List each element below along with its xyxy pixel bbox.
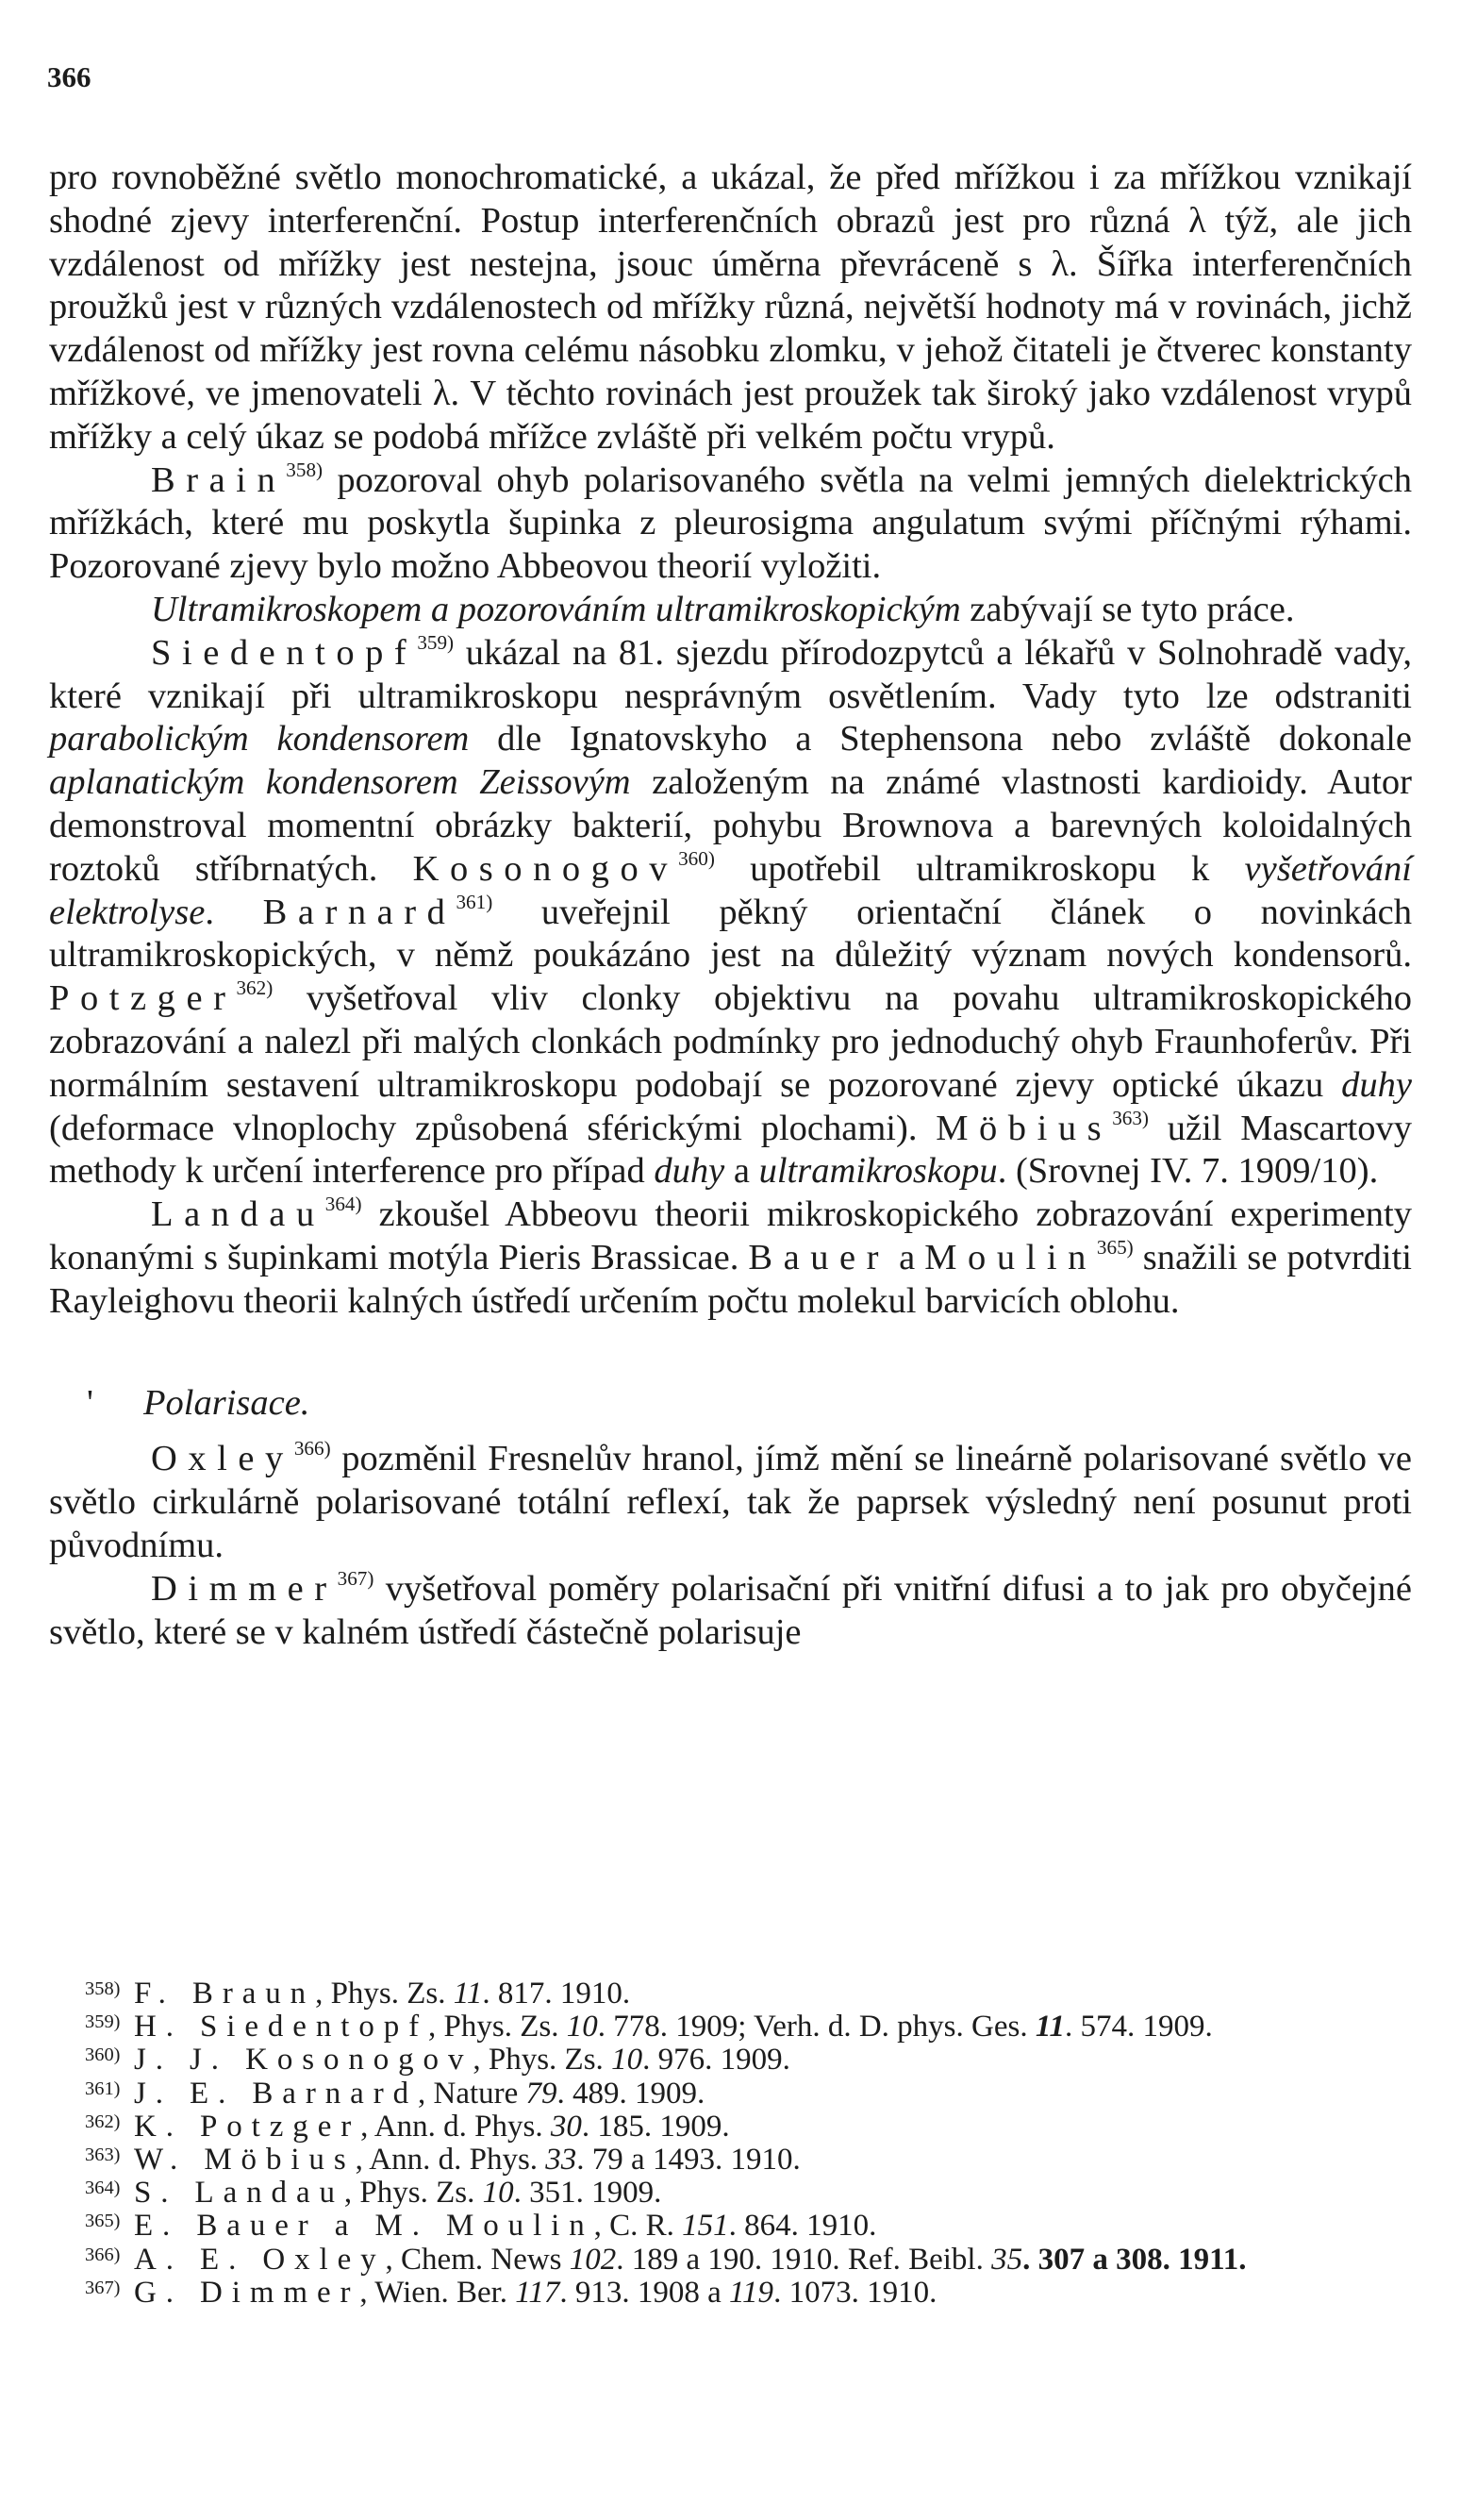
paragraph-text: . [205, 892, 263, 932]
footnote [49, 2044, 1412, 2077]
footnote [49, 2210, 1412, 2243]
footnote-text: . 817. 1910. [482, 1977, 631, 2011]
paragraph-text: užil Mascartovy methody k určení interference pro případ [49, 1108, 1412, 1192]
paragraph-landau [49, 1193, 1412, 1323]
footnote-text: , Wien. Ber. [359, 2275, 516, 2310]
paragraph-text: (deformace vlnoplochy způsobená sférickými plochami). [49, 1108, 937, 1148]
footnote-text: , Phys. Zs. [428, 2010, 567, 2044]
heading-mark: ' [87, 1382, 93, 1423]
footnote-text: , C. R. [593, 2209, 683, 2244]
author-name: Oxley [151, 1439, 294, 1479]
footnote-number: 362) [85, 2111, 121, 2132]
footnote-text: . 976. 1909. [642, 2043, 790, 2078]
footnote-text: , Phys. Zs. [473, 2043, 612, 2078]
footnote-volume: 10 [482, 2176, 514, 2211]
footnote-text: , Phys. Zs. [343, 2176, 483, 2211]
footnote-text: , Chem. News [385, 2242, 570, 2277]
paragraph-1: pro rovnoběžné světlo monochromatické, a ukázal, že před mřížkou i za mřížkou vznikají shodné zjevy interferenční. Postup interferenčních obrazů jest pro různá λ týž, ale jich vzdálenost od mřížky jest nestejna, jsouc úměrna převráceně s λ. Šířka interferenčních proužků jest v různých vzdálenostech od mřížky různá, největší hodnoty má v rovinách, jichž vzdálenost od mřížky jest rovna celému násobku zlomku, v jehož čitateli je čtverec konstanty mřížkové, ve jmenovateli λ. V těchto rovinách jest proužek tak široký jako vzdálenost vrypů mřížky a celý úkaz se podobá mřížce zvláště při velkém počtu vrypů. [49, 158, 1412, 457]
footnote-text: . 79 a 1493. 1910. [576, 2143, 801, 2178]
author-name: Moulin [924, 1237, 1097, 1277]
author-name: Bauer [748, 1237, 890, 1277]
author-name: Potzger [49, 978, 237, 1019]
footnote-volume: 151 [682, 2209, 729, 2244]
footnote-number: 364) [85, 2178, 121, 2199]
italic-phrase: duhy [654, 1151, 725, 1192]
footnote-text: . 185. 1909. [581, 2109, 730, 2144]
footnote-text: . 778. 1909; Verh. d. D. phys. Ges. [597, 2010, 1036, 2044]
section-heading [49, 1382, 1412, 1426]
footnote-volume: 10 [566, 2010, 598, 2044]
footnote-number: 365) [85, 2211, 121, 2232]
paragraph-text: vyšetřoval poměry polarisační při vnitřní difusi a to jak pro obyčejné světlo, které se v kalném ústředí částečně polarisuje [49, 1568, 1412, 1652]
paragraph-brain [49, 459, 1412, 589]
footnote-number: 358) [85, 1978, 121, 1999]
author-name: Kosonogov [412, 848, 679, 889]
footnote [49, 2011, 1412, 2044]
footnote-number: 366) [85, 2244, 121, 2265]
footnote-author: J. J. Kosonogov [134, 2043, 473, 2078]
italic-phrase: duhy [1341, 1064, 1412, 1105]
paragraph-text: založeným na známé vlastnosti kardioidy. Autor demonstroval momentní obrázky bakterií, pohybu Brownova a barevných koloidalných roztoků stříbrnatých. [49, 762, 1413, 889]
footnote-number: 361) [85, 2078, 121, 2099]
footnote-author: H. Siedentopf [134, 2010, 429, 2044]
page-number: 366 [47, 60, 91, 93]
footnote-volume: 30 [550, 2109, 582, 2144]
footnote-number: 359) [85, 2011, 121, 2032]
italic-phrase: parabolickým kondensorem [49, 719, 470, 759]
footnote-text: , Nature [417, 2076, 526, 2111]
footnote-ref: 367) [337, 1566, 374, 1590]
paragraph-text: uveřejnil pěkný orientační článek o novinkách ultramikroskopických, v němž poukázáno jest na důležitý význam nových kondensorů. [49, 892, 1412, 976]
footnote-ref: 366) [293, 1437, 331, 1460]
footnote-author: A. E. Oxley [134, 2242, 386, 2277]
footnotes [49, 1978, 1412, 2310]
footnote [49, 2144, 1412, 2177]
paragraph-text: a [724, 1151, 759, 1192]
paragraph-oxley [49, 1438, 1412, 1567]
footnote-ref: 361) [456, 890, 493, 913]
footnote-text: . 307 a 308. 1911. [1022, 2242, 1247, 2277]
footnote-text: . 351. 1909. [513, 2176, 662, 2211]
italic-phrase: aplanatickým kondensorem Zeissovým [49, 762, 631, 803]
footnote-volume: 33 [545, 2143, 577, 2178]
paragraph-text: vyšetřoval vliv clonky objektivu na povahu ultramikroskopického zobrazování a nalezl při malých clonkách podmínky pro jednoduchý ohyb Fraunhoferův. Při normálním sestavení ultramikroskopu podobají se pozorované zjevy optické úkazu [49, 978, 1412, 1105]
paragraph-ultramicroscope-intro [49, 589, 1412, 632]
author-name: Brain [151, 459, 287, 500]
paragraph-text: snažili se potvrditi Rayleighovu theorii kalných ústředí určením počtu molekul barvicích oblohu. [49, 1237, 1412, 1321]
footnote-author: K. Potzger [134, 2109, 361, 2144]
footnote-volume: 79 [525, 2076, 557, 2111]
footnote-text: . 574. 1909. [1065, 2010, 1213, 2044]
paragraph-text: a [889, 1237, 925, 1277]
footnote-author: F. Braun [134, 1977, 316, 2011]
paragraph-text: pozměnil Fresnelův hranol, jímž mění se lineárně polarisované světlo ve světlo cirkulárně polarisované totální reflexí, tak že paprsek výsledný není posunut proti původnímu. [49, 1439, 1412, 1565]
italic-phrase: vyšetřování elektrolyse [49, 848, 1413, 932]
author-name: Dimmer [151, 1568, 338, 1609]
footnote-text: . 1073. 1910. [773, 2275, 937, 2310]
footnote-volume: 119 [729, 2275, 774, 2310]
paragraph-text: ukázal na 81. sjezdu přírodozpytců a lékařů v Solnohradě vady, které vznikají při ultramikroskopu nesprávným osvětlením. Vady tyto lze odstraniti [49, 632, 1412, 716]
footnote [49, 2078, 1412, 2111]
footnote [49, 2177, 1412, 2210]
footnote-volume: 11 [453, 1977, 483, 2011]
footnote-ref: 362) [236, 976, 274, 1000]
main-text [49, 157, 1412, 1654]
footnote-volume: 117 [515, 2275, 560, 2310]
footnote-text: , Ann. d. Phys. [360, 2109, 551, 2144]
footnote-author: S. Landau [134, 2176, 344, 2211]
footnote [49, 1978, 1412, 2011]
footnote-ref: 365) [1096, 1236, 1134, 1260]
footnote [49, 2244, 1412, 2277]
author-name: Möbius [936, 1108, 1113, 1148]
footnote-text: . 189 a 190. 1910. Ref. Beibl. [616, 2242, 992, 2277]
paragraph-text: zkoušel Abbeovu theorii mikroskopického zobrazování experimenty konanými s šupinkami motýla Pieris Brassicae. [49, 1194, 1412, 1277]
footnote-volume: 11 [1035, 2010, 1066, 2044]
footnote-author: E. Bauer a M. Moulin [134, 2209, 594, 2244]
footnote-number: 360) [85, 2044, 121, 2066]
author-name: Landau [151, 1194, 325, 1235]
footnote [49, 2277, 1412, 2310]
footnote-ref: 363) [1112, 1106, 1149, 1129]
footnote-ref: 360) [678, 846, 715, 870]
paragraph-text: pozoroval ohyb polarisovaného světla na velmi jemných dielektrických mřížkách, které mu poskytla šupinka z pleurosigma angulatum svými příčnými rýhami. Pozorované zjevy bylo možno Abbeovou theorií vyložiti. [49, 459, 1412, 587]
footnote-author: G. Dimmer [134, 2275, 360, 2310]
footnote-volume: 102 [569, 2242, 617, 2277]
footnote-text: . 864. 1910. [728, 2209, 877, 2244]
footnote-text: , Ann. d. Phys. [355, 2143, 546, 2178]
footnote-number: 367) [85, 2277, 121, 2298]
heading-title: Polarisace. [143, 1382, 310, 1423]
paragraph-dimmer [49, 1568, 1412, 1655]
paragraph-text: dle Ignatovskyho a Stephensona nebo zvláště dokonale [469, 719, 1412, 759]
paragraph-text: . (Srovnej IV. 7. 1909/10). [997, 1151, 1379, 1192]
paragraph-siedentopf [49, 632, 1412, 1193]
footnote-ref: 358) [286, 458, 324, 481]
footnote-text: . 489. 1909. [556, 2076, 705, 2111]
footnote-number: 363) [85, 2144, 121, 2165]
footnote-ref: 359) [417, 630, 455, 654]
footnote-text: . 913. 1908 a [559, 2275, 729, 2310]
italic-phrase: Ultramikroskopem a pozorováním ultramikroskopickým [151, 589, 961, 629]
footnote-author: J. E. Barnard [134, 2076, 418, 2111]
author-name: Siedentopf [151, 632, 418, 673]
footnote-volume: 35 [991, 2242, 1023, 2277]
paragraph-text: zabývají se tyto práce. [960, 589, 1295, 629]
paragraph-text: upotřebil ultramikroskopu k [714, 848, 1245, 889]
footnote-ref: 364) [324, 1193, 362, 1216]
footnote-text: , Phys. Zs. [315, 1977, 454, 2011]
italic-phrase: ultramikroskopu [758, 1151, 998, 1192]
footnote-author: W. Möbius [134, 2143, 356, 2178]
footnote [49, 2111, 1412, 2144]
footnote-volume: 10 [611, 2043, 643, 2078]
author-name: Barnard [262, 892, 456, 932]
